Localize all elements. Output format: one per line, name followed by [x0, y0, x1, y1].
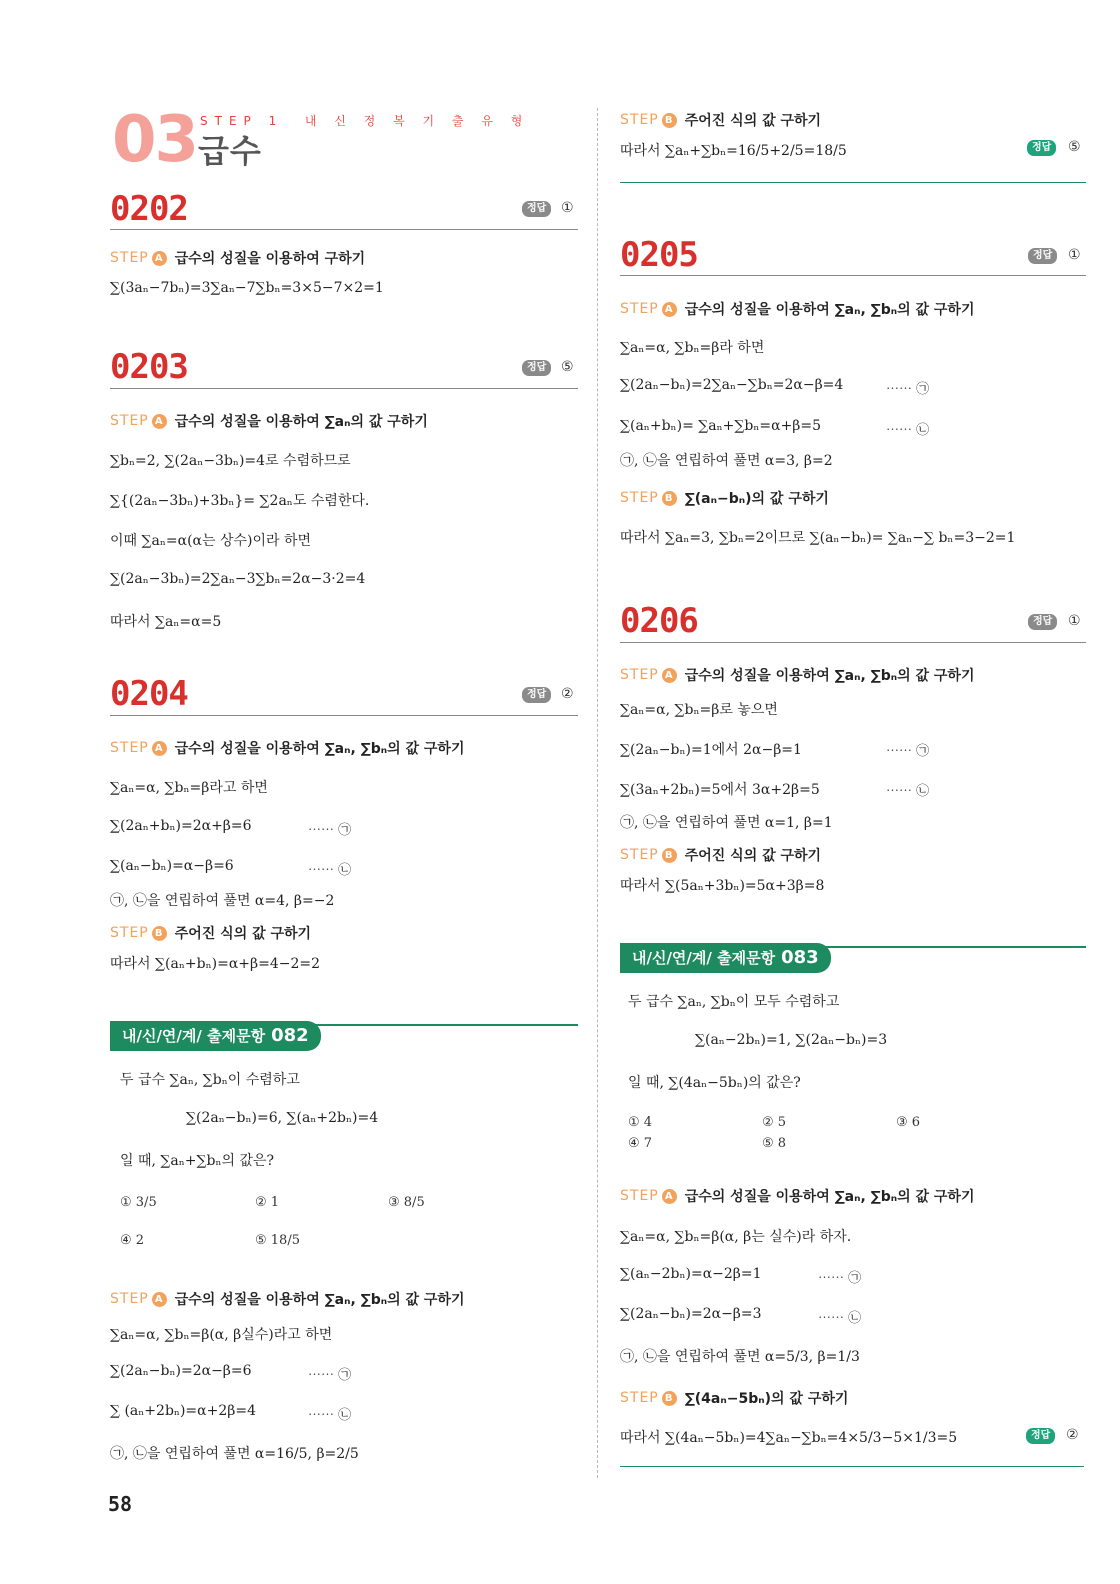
section-end-rule	[620, 1466, 1084, 1467]
equation-marker: ⋯⋯ ㉡	[308, 863, 352, 878]
problem-number: 0202	[110, 189, 188, 229]
solution-line: ∑(aₙ−bₙ)=α−β=6	[110, 858, 234, 874]
choice[interactable]: ② 1	[255, 1195, 280, 1210]
step-a-label: STEP A 급수의 성질을 이용하여 구하기	[110, 250, 366, 267]
answer-value: ②	[561, 686, 574, 702]
solution-line: ∑(aₙ−2bₙ)=α−2β=1	[620, 1266, 762, 1282]
page-number: 58	[108, 1492, 133, 1516]
step-b-label: STEP B 주어진 식의 값 구하기	[620, 847, 822, 864]
choice[interactable]: ④ 7	[628, 1136, 653, 1151]
problem-number: 0203	[110, 347, 188, 387]
solution-line: 따라서 ∑aₙ=α=5	[110, 614, 222, 630]
section-end-rule	[620, 182, 1086, 183]
solution-line: ㉠, ㉡을 연립하여 풀면 α=5/3, β=1/3	[620, 1349, 860, 1365]
chapter-step-label: STEP 1 내 신 정 복 기 출 유 형	[200, 114, 530, 128]
related-question: 두 급수 ∑aₙ, ∑bₙ이 모두 수렴하고	[628, 994, 840, 1010]
problem-rule	[110, 388, 578, 389]
solution-line: ∑(2aₙ−bₙ)=1에서 2α−β=1	[620, 742, 802, 758]
choice[interactable]: ④ 2	[120, 1233, 145, 1248]
answer-badge: 정답	[522, 201, 551, 217]
problem-number: 0206	[620, 601, 698, 641]
solution-line: ∑aₙ=α, ∑bₙ=β(α, β실수)라고 하면	[110, 1327, 333, 1343]
solution-line: ∑aₙ=α, ∑bₙ=β라고 하면	[110, 780, 268, 796]
answer-badge: 정답	[1028, 248, 1057, 264]
answer-value: ②	[1066, 1427, 1079, 1443]
step-a-label: STEP A 급수의 성질을 이용하여 ∑aₙ, ∑bₙ의 값 구하기	[620, 667, 975, 684]
equation-marker: ⋯⋯ ㉠	[308, 823, 352, 838]
solution-line: ∑{(2aₙ−3bₙ)+3bₙ}= ∑2aₙ도 수렴한다.	[110, 493, 370, 509]
choice[interactable]: ② 5	[762, 1115, 787, 1130]
solution-line: ∑(2aₙ−3bₙ)=2∑aₙ−3∑bₙ=2α−3·2=4	[110, 571, 366, 587]
chapter-title: 급수	[198, 132, 262, 170]
column-divider	[597, 108, 598, 1478]
equation-marker: ⋯⋯ ㉡	[308, 1408, 352, 1423]
solution-line: ㉠, ㉡을 연립하여 풀면 α=16/5, β=2/5	[110, 1446, 359, 1462]
answer-value: ⑤	[1068, 139, 1081, 155]
related-question: 일 때, ∑aₙ+∑bₙ의 값은?	[120, 1153, 275, 1169]
problem-number: 0205	[620, 235, 698, 275]
choice[interactable]: ③ 8/5	[388, 1195, 425, 1210]
equation-marker: ⋯⋯ ㉠	[818, 1271, 862, 1286]
equation-marker: ⋯⋯ ㉠	[886, 382, 930, 397]
solution-line: ∑aₙ=α, ∑bₙ=β라 하면	[620, 340, 765, 356]
solution-line: 따라서 ∑(aₙ+bₙ)=α+β=4−2=2	[110, 956, 321, 972]
problem-number: 0204	[110, 674, 188, 714]
step-a-label: STEP A 급수의 성질을 이용하여 ∑aₙ, ∑bₙ의 값 구하기	[620, 301, 975, 318]
solution-line: ∑ (aₙ+2bₙ)=α+2β=4	[110, 1403, 256, 1419]
choice[interactable]: ① 3/5	[120, 1195, 157, 1210]
solution-line: 따라서 ∑aₙ+∑bₙ=16/5+2/5=18/5	[620, 143, 847, 159]
solution-line: 따라서 ∑(4aₙ−5bₙ)=4∑aₙ−∑bₙ=4×5/3−5×1/3=5	[620, 1430, 958, 1446]
answer-value: ①	[561, 200, 574, 216]
solution-line: ∑(2aₙ−bₙ)=2∑aₙ−∑bₙ=2α−β=4	[620, 377, 844, 393]
equation-marker: ⋯⋯ ㉡	[886, 784, 930, 799]
equation-marker: ⋯⋯ ㉡	[886, 423, 930, 438]
problem-rule	[620, 642, 1086, 643]
problem-rule	[110, 715, 578, 716]
solution-line: ∑(3aₙ+2bₙ)=5에서 3α+2β=5	[620, 782, 820, 798]
solution-line: ㉠, ㉡을 연립하여 풀면 α=1, β=1	[620, 815, 833, 831]
choice[interactable]: ⑤ 18/5	[255, 1233, 300, 1248]
step-b-label: STEP B 주어진 식의 값 구하기	[110, 925, 312, 942]
solution-line: 따라서 ∑(5aₙ+3bₙ)=5α+3β=8	[620, 878, 825, 894]
answer-value: ①	[1068, 247, 1081, 263]
related-problem-header: 내/신/연/계/ 출제문항 082	[110, 1021, 321, 1051]
step-a-label: STEP A 급수의 성질을 이용하여 ∑aₙ, ∑bₙ의 값 구하기	[110, 1291, 465, 1308]
step-b-label: STEP B 주어진 식의 값 구하기	[620, 112, 822, 129]
solution-line: 따라서 ∑aₙ=3, ∑bₙ=2이므로 ∑(aₙ−bₙ)= ∑aₙ−∑ bₙ=3−2=1	[620, 530, 1016, 546]
equation-marker: ⋯⋯ ㉠	[886, 744, 930, 759]
answer-badge: 정답	[522, 687, 551, 703]
answer-badge: 정답	[522, 360, 551, 376]
step-a-label: STEP A 급수의 성질을 이용하여 ∑aₙ의 값 구하기	[110, 413, 428, 430]
choice[interactable]: ③ 6	[896, 1115, 921, 1130]
solution-line: ∑bₙ=2, ∑(2aₙ−3bₙ)=4로 수렴하므로	[110, 453, 351, 469]
problem-rule	[620, 275, 1086, 276]
related-question: 일 때, ∑(4aₙ−5bₙ)의 값은?	[628, 1075, 801, 1091]
solution-line: ∑(3aₙ−7bₙ)=3∑aₙ−7∑bₙ=3×5−7×2=1	[110, 280, 384, 296]
related-question: ∑(aₙ−2bₙ)=1, ∑(2aₙ−bₙ)=3	[695, 1032, 888, 1048]
step-a-label: STEP A 급수의 성질을 이용하여 ∑aₙ, ∑bₙ의 값 구하기	[110, 740, 465, 757]
solution-line: ∑(2aₙ−bₙ)=2α−β=3	[620, 1306, 762, 1322]
solution-line: ∑(2aₙ+bₙ)=2α+β=6	[110, 818, 252, 834]
answer-badge: 정답	[1027, 140, 1056, 156]
answer-value: ⑤	[561, 359, 574, 375]
solution-line: 이때 ∑aₙ=α(α는 상수)이라 하면	[110, 533, 312, 549]
solution-line: ∑aₙ=α, ∑bₙ=β(α, β는 실수)라 하자.	[620, 1229, 852, 1245]
step-b-label: STEP B ∑(4aₙ−5bₙ)의 값 구하기	[620, 1390, 849, 1407]
equation-marker: ⋯⋯ ㉡	[818, 1311, 862, 1326]
related-problem-header: 내/신/연/계/ 출제문항 083	[620, 943, 831, 973]
equation-marker: ⋯⋯ ㉠	[308, 1368, 352, 1383]
chapter-number: 03	[112, 103, 198, 177]
solution-line: ∑(aₙ+bₙ)= ∑aₙ+∑bₙ=α+β=5	[620, 418, 822, 434]
choice[interactable]: ① 4	[628, 1115, 653, 1130]
answer-badge: 정답	[1026, 1428, 1055, 1444]
solution-line: ∑aₙ=α, ∑bₙ=β로 놓으면	[620, 702, 778, 718]
solution-line: ㉠, ㉡을 연립하여 풀면 α=4, β=−2	[110, 893, 335, 909]
choice[interactable]: ⑤ 8	[762, 1136, 787, 1151]
related-question: ∑(2aₙ−bₙ)=6, ∑(aₙ+2bₙ)=4	[186, 1110, 379, 1126]
answer-value: ①	[1068, 613, 1081, 629]
step-b-label: STEP B ∑(aₙ−bₙ)의 값 구하기	[620, 490, 829, 507]
solution-line: ㉠, ㉡을 연립하여 풀면 α=3, β=2	[620, 453, 833, 469]
related-question: 두 급수 ∑aₙ, ∑bₙ이 수렴하고	[120, 1072, 300, 1088]
step-a-label: STEP A 급수의 성질을 이용하여 ∑aₙ, ∑bₙ의 값 구하기	[620, 1188, 975, 1205]
problem-rule	[110, 229, 578, 230]
answer-badge: 정답	[1028, 614, 1057, 630]
solution-line: ∑(2aₙ−bₙ)=2α−β=6	[110, 1363, 252, 1379]
